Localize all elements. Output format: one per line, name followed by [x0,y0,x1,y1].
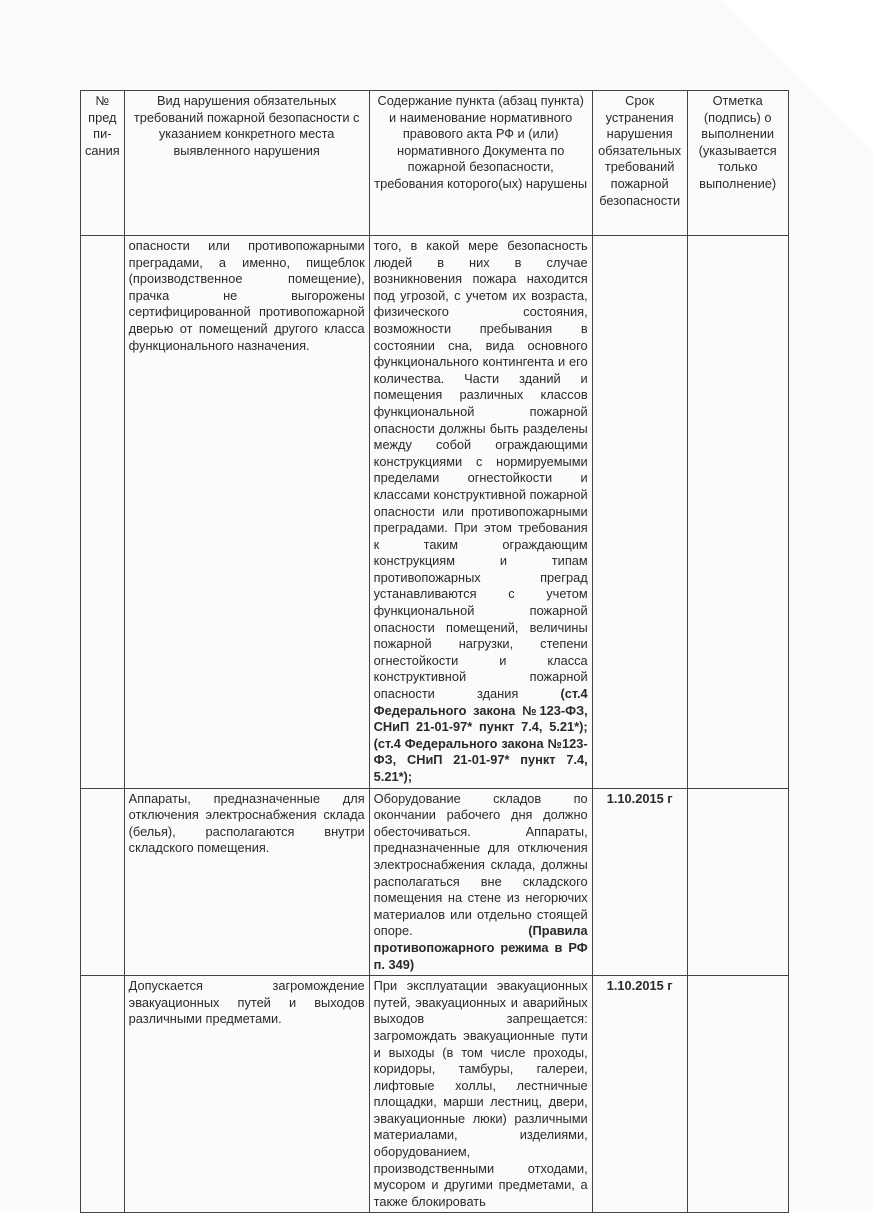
row-violation: Аппараты, предназначенные для отключения электроснабжения склада (белья), располагаются внутри складского помещения. [124,788,369,976]
table-row [81,788,789,976]
row-violation: Допускается загромождение эвакуационных путей и выходов различными предметами. [124,976,369,1213]
row-content-reference: (ст.4 Федерального закона №123-ФЗ, СНиП 21-01-97* пункт 7.4, 5.21*); (ст.4 Федерального закона №123-ФЗ, СНиП 21-01-97* пункт 7.4, 5.21*); [373,686,588,784]
table-header-row [81,91,789,236]
row-deadline [592,976,687,1213]
table-row [81,976,789,1213]
row-number [81,976,125,1213]
row-mark [687,976,788,1213]
header-deadline: Срок устранения нарушения обязательных требований пожарной безопасности [592,91,687,236]
deadline-date: 1.10.2015 г [606,790,673,806]
row-mark [687,236,788,789]
row-number [81,788,125,976]
row-content-text: При эксплуатации эвакуационных путей, эвакуационных и аварийных выходов запрещается: загромождать эвакуационные пути и выходы (в том числе проходы, коридоры, тамбуры, галереи, лифтовые холлы, лестничные площадки, марши лестниц, двери, эвакуационные люки) различными материалами, изделиями, оборудованием, производственными отходами, мусором и другими предметами, а также блокировать [373,978,588,1209]
row-content [369,236,592,789]
row-content [369,976,592,1213]
row-content [369,788,592,976]
row-violation: опасности или противопожарными преградами, а именно, пищеблок (производственное помещение), прачка не выгорожены сертифицированной противопожарной дверью от помещений другого класса функционального назначения. [124,236,369,789]
row-content-text: Оборудование складов по окончании рабочего дня должно обесточиваться. Аппараты, предназначенные для отключения электроснабжения склада, должны располагаться вне складского помещения на стене из негорючих материалов или отдельно стоящей опоре. [373,790,588,939]
header-mark: Отметка (подпись) о выполнении (указывается только выполнение) [687,91,788,236]
row-content-reference: (Правила противопожарного режима в РФ п. 349) [373,923,588,972]
violations-table [80,90,789,1213]
header-violation: Вид нарушения обязательных требований пожарной безопасности с указанием конкретного места выявленного нарушения [124,91,369,236]
table-row [81,236,789,789]
row-deadline [592,788,687,976]
row-mark [687,788,788,976]
header-content: Содержание пункта (абзац пункта) и наименование нормативного правового акта РФ и (или) нормативного Документа по пожарной безопасности, требования которого(ых) нарушены [369,91,592,236]
header-number: № пред пи-сания [81,91,125,236]
row-content-text: того, в какой мере безопасность людей в них в случае возникновения пожара находится под угрозой, с учетом их возраста, физического состояния, возможности пребывания в состоянии сна, вида основного функционального контингента и его количества. Части зданий и помещения различных классов функциональной пожарной опасности должны быть разделены между собой ограждающими конструкциями с нормируемыми пределами огнестойкости и классами конструктивной пожарной опасности или противопожарными преградами. При этом требования к таким ограждающим конструкциям и типам противопожарных преград устанавливаются с учетом функциональной пожарной опасности помещений, величины пожарной нагрузки, степени огнестойкости и класса конструктивной пожарной опасности здания [373,238,588,702]
row-deadline [592,236,687,789]
row-number [81,236,125,789]
deadline-date: 1.10.2015 г [606,978,673,994]
